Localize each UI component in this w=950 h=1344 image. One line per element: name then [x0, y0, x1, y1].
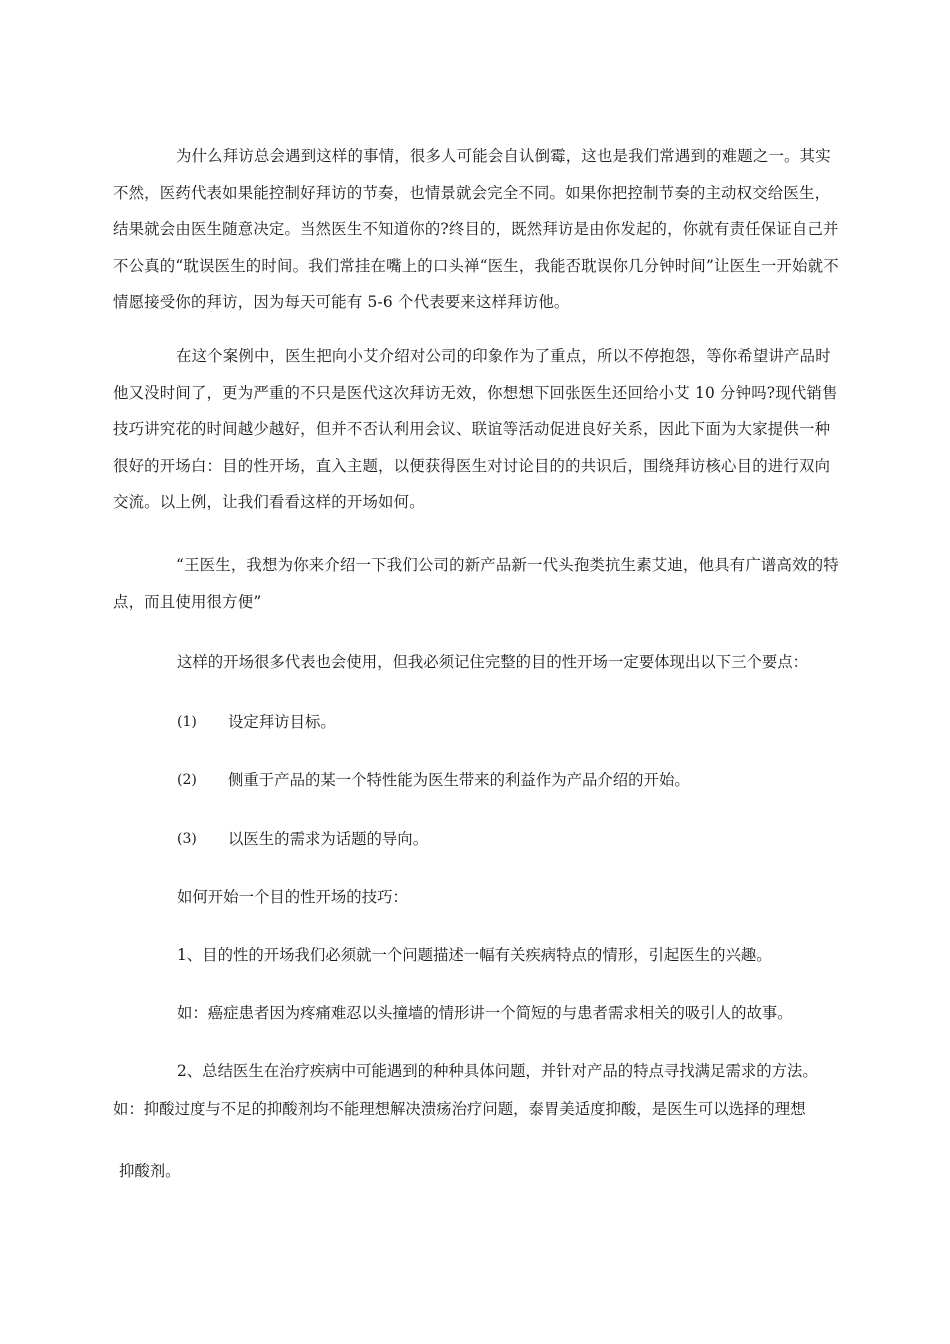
- paragraph-8-line-1: 2、总结医生在治疗疾病中可能遇到的种种具体问题，并针对产品的特点寻找满足需求的方法。: [177, 1062, 818, 1080]
- paragraph-1: 为什么拜访总会遇到这样的事情，很多人可能会自认倒霉，这也是我们常遇到的难题之一。其实不然，医药代表如果能控制好拜访的节奏，也情景就会完全不同。如果你把控制节奏的主动权交给医生，结果就会由医生随意决定。当然医生不知道你的?终目的，既然拜访是由你发起的，你就有责任保证自己并不公真的“耽误医生的时间。我们常挂在嘴上的口头禅“医生，我能否耽误你几分钟时间”让医生一开始就不情愿接受你的拜访，因为每天可能有 5-6 个代表要来这样拜访他。: [113, 147, 839, 311]
- paragraph-4: 这样的开场很多代表也会使用，但我必须记住完整的目的性开场一定要体现出以下三个要点：: [177, 653, 809, 671]
- list-item-text: 侧重于产品的某一个特性能为医生带来的利益作为产品介绍的开始。: [228, 771, 690, 789]
- list-item-number: (1): [177, 714, 197, 730]
- paragraph-8-line-2: 如：抑酸过度与不足的抑酸剂均不能理想解决溃疡治疗问题，泰胃美适度抑酸，是医生可以选择的理想: [113, 1100, 806, 1118]
- paragraph-7: 如：癌症患者因为疼痛难忍以头撞墙的情形讲一个简短的与患者需求相关的吸引人的故事。: [177, 1004, 793, 1022]
- list-item-number: (2): [177, 772, 197, 788]
- paragraph-6: 1、目的性的开场我们必须就一个问题描述一幅有关疾病特点的情形，引起医生的兴趣。: [177, 946, 772, 964]
- list-item-text: 以医生的需求为话题的导向。: [228, 830, 429, 848]
- list-item-number: (3): [177, 831, 197, 847]
- list-item-text: 设定拜访目标。: [228, 713, 336, 731]
- paragraph-5: 如何开始一个目的性开场的技巧：: [177, 888, 408, 906]
- paragraph-2: 在这个案例中，医生把向小艾介绍对公司的印象作为了重点，所以不停抱怨，等你希望讲产品时他又没时间了，更为严重的不只是医代这次拜访无效，你想想下回张医生还回给小艾 10 分钟吗?现代销售技巧讲究花的时间越少越好，但并不否认利用会议、联谊等活动促进良好关系，因此下面为大家提供一种很好的开场白：目的性开场，直入主题，以便获得医生对讨论目的的共识后，围绕拜访核心目的进行双向交流。以上例，让我们看看这样的开场如何。: [113, 347, 838, 511]
- paragraph-8-line-3: 抑酸剂。: [119, 1162, 181, 1180]
- paragraph-3-quote: “王医生，我想为你来介绍一下我们公司的新产品新一代头孢类抗生素艾迪，他具有广谱高效的特点，而且使用很方便”: [113, 556, 839, 611]
